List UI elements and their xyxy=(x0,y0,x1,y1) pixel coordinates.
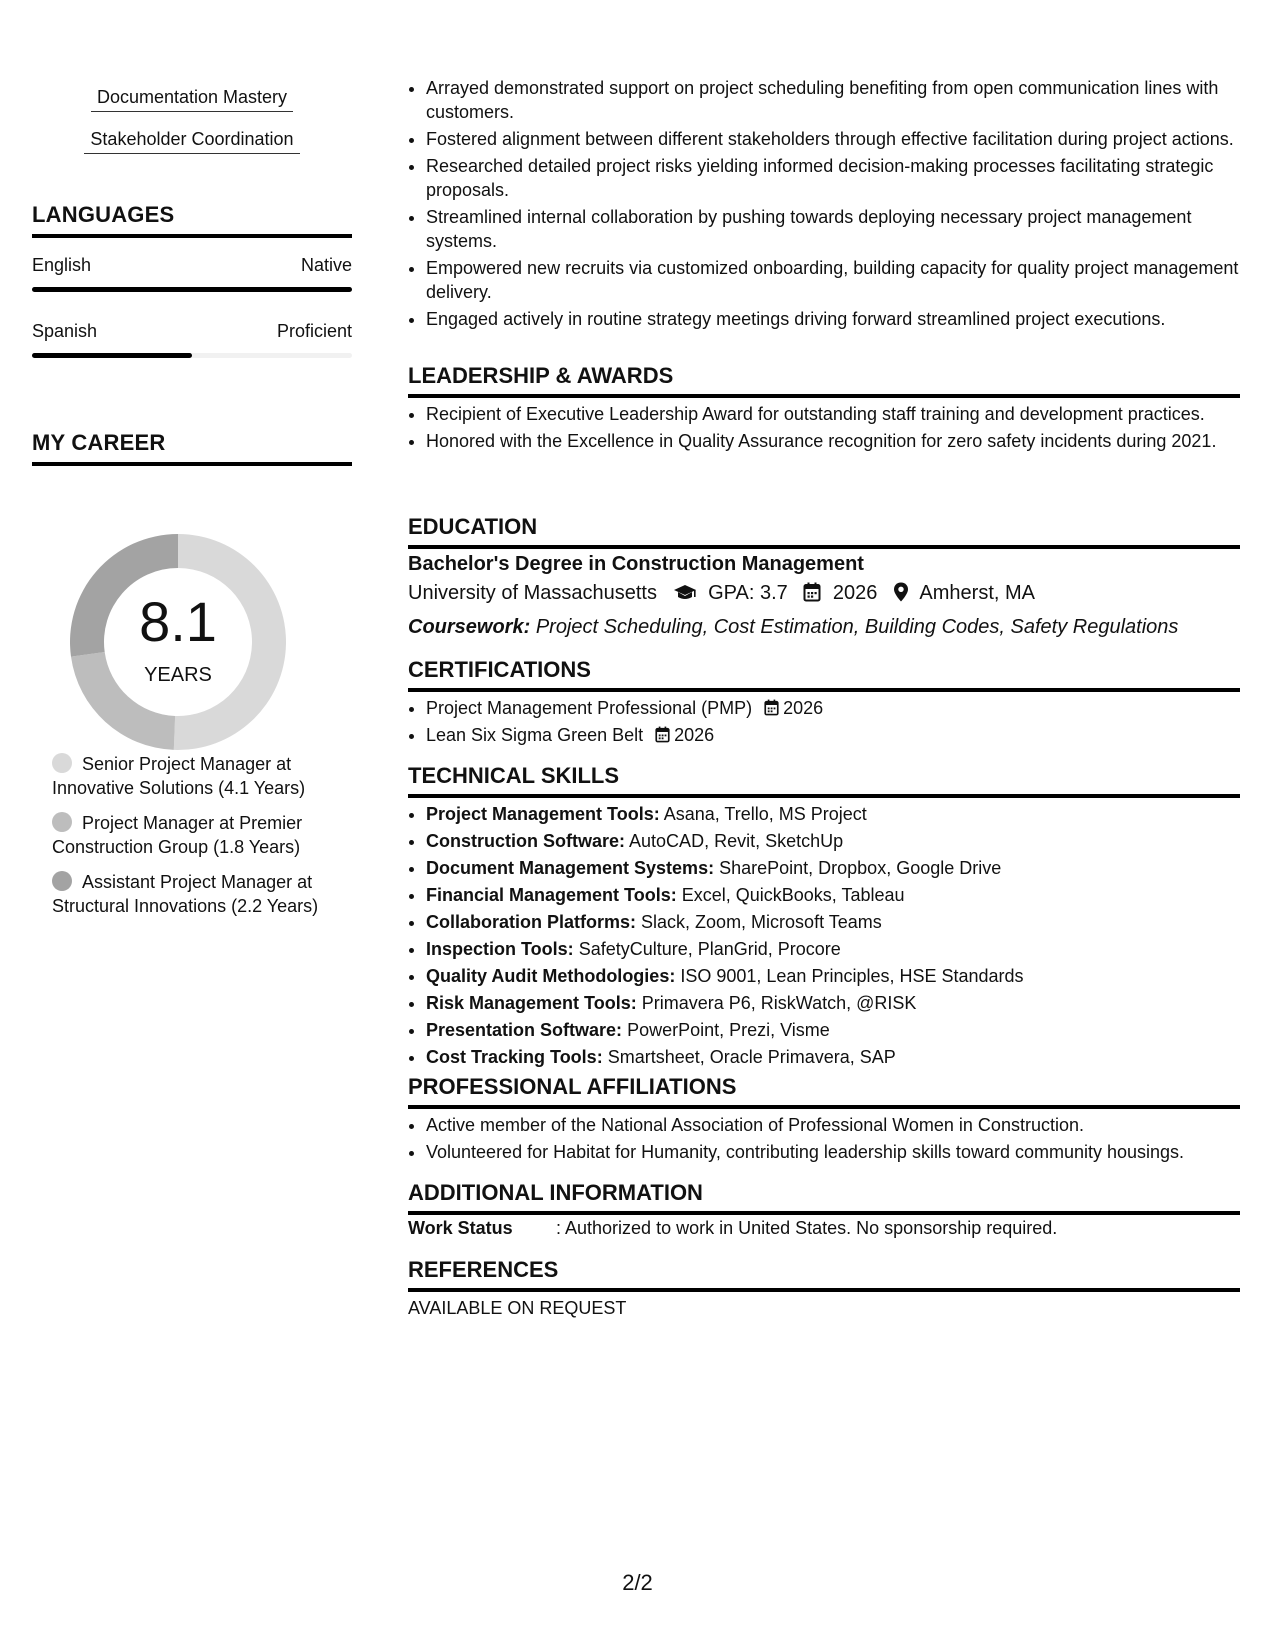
certification-name: Lean Six Sigma Green Belt xyxy=(426,725,644,745)
calendar-icon xyxy=(655,726,670,743)
language-bar xyxy=(32,287,352,292)
career-unit: YEARS xyxy=(144,664,212,686)
list-item: • Collaboration Platforms: Slack, Zoom, Microsoft Teams xyxy=(426,910,1240,934)
list-item: • Researched detailed project risks yielding informed decision-making processes facilitating strategic proposals. xyxy=(426,154,1240,202)
list-item: • Arrayed demonstrated support on project scheduling benefiting from open communication lines with customers. xyxy=(426,76,1240,124)
career-legend-item: Assistant Project Manager at Structural Innovations (2.2 Years) xyxy=(52,872,319,916)
calendar-icon xyxy=(803,582,821,608)
list-item xyxy=(426,696,1240,720)
education-entry xyxy=(408,553,1240,639)
skill-tag: Documentation Mastery xyxy=(32,86,352,112)
education-details xyxy=(408,582,1240,608)
languages-heading: LANGUAGES xyxy=(32,202,352,238)
certification-year: 2026 xyxy=(674,725,715,745)
language-name: English xyxy=(32,255,92,275)
list-item xyxy=(426,723,1240,747)
career-total: 8.1 xyxy=(139,590,217,653)
list-item: • Cost Tracking Tools: Smartsheet, Oracle Primavera, SAP xyxy=(426,1045,1240,1069)
list-item: • Inspection Tools: SafetyCulture, PlanGrid, Procore xyxy=(426,937,1240,961)
gpa: GPA: 3.7 xyxy=(708,582,788,604)
technical-skills-list xyxy=(408,802,1240,1072)
list-item: • Project Management Tools: Asana, Trello, MS Project xyxy=(426,802,1240,826)
career-legend-item: Senior Project Manager at Innovative Solutions (4.1 Years) xyxy=(52,754,306,798)
career-heading: MY CAREER xyxy=(32,430,352,466)
section-title-certifications: CERTIFICATIONS xyxy=(408,657,1240,692)
list-item: • Engaged actively in routine strategy meetings driving forward streamlined project executions. xyxy=(426,307,1240,331)
coursework-label: Coursework: xyxy=(408,616,531,638)
list-item: • Fostered alignment between different stakeholders through effective facilitation during project actions. xyxy=(426,127,1240,151)
coursework xyxy=(408,616,1240,639)
section-title-additional-information: ADDITIONAL INFORMATION xyxy=(408,1180,1240,1215)
page-number: 2/2 xyxy=(622,1570,653,1595)
legend-dot xyxy=(52,753,72,773)
list-item: • Recipient of Executive Leadership Award for outstanding staff training and development practices. xyxy=(426,402,1240,426)
calendar-icon xyxy=(764,699,779,716)
list-item: • Financial Management Tools: Excel, QuickBooks, Tableau xyxy=(426,883,1240,907)
list-item: • Quality Audit Methodologies: ISO 9001, Lean Principles, HSE Standards xyxy=(426,964,1240,988)
list-item: • Risk Management Tools: Primavera P6, RiskWatch, @RISK xyxy=(426,991,1240,1015)
legend-dot xyxy=(52,871,72,891)
graduation-cap-icon xyxy=(673,584,697,608)
language-level: Proficient xyxy=(276,321,352,341)
work-status-label: Work Status xyxy=(408,1218,513,1238)
list-item: • Presentation Software: PowerPoint, Prezi, Visme xyxy=(426,1018,1240,1042)
section-title-education: EDUCATION xyxy=(408,514,1240,549)
location: Amherst, MA xyxy=(919,582,1035,604)
legend-dot xyxy=(52,812,72,832)
affiliations-list xyxy=(408,1113,1240,1167)
language-level: Native xyxy=(300,255,352,275)
list-item: • Streamlined internal collaboration by pushing towards deploying necessary project management systems. xyxy=(426,205,1240,253)
experience-bullets xyxy=(408,76,1240,334)
certification-name: Project Management Professional (PMP) xyxy=(426,698,753,718)
references-text: AVAILABLE ON REQUEST xyxy=(408,1298,627,1318)
language-bar xyxy=(32,353,352,358)
career-donut xyxy=(66,530,290,754)
section-title-leadership: LEADERSHIP & AWARDS xyxy=(408,363,1240,398)
list-item: • Construction Software: AutoCAD, Revit, SketchUp xyxy=(426,829,1240,853)
work-status-row xyxy=(408,1218,1240,1239)
list-item: • Empowered new recruits via customized onboarding, building capacity for quality project management delivery. xyxy=(426,256,1240,304)
coursework-list: Project Scheduling, Cost Estimation, Building Codes, Safety Regulations xyxy=(535,616,1179,638)
work-status-value: : Authorized to work in United States. No sponsorship required. xyxy=(556,1218,1058,1238)
section-title-technical-skills: TECHNICAL SKILLS xyxy=(408,763,1240,798)
list-item: • Document Management Systems: SharePoint, Dropbox, Google Drive xyxy=(426,856,1240,880)
degree: Bachelor's Degree in Construction Management xyxy=(408,553,864,575)
leadership-list xyxy=(408,402,1240,456)
list-item: • Honored with the Excellence in Quality Assurance recognition for zero safety incidents during 2021. xyxy=(426,429,1240,453)
skill-tag: Stakeholder Coordination xyxy=(32,128,352,154)
career-legend-item: Project Manager at Premier Construction Group (1.8 Years) xyxy=(52,813,303,857)
graduation-year: 2026 xyxy=(832,582,878,604)
location-pin-icon xyxy=(893,582,909,608)
certifications-list xyxy=(408,696,1240,750)
section-title-affiliations: PROFESSIONAL AFFILIATIONS xyxy=(408,1074,1240,1109)
section-title-references: REFERENCES xyxy=(408,1257,1240,1292)
list-item: • Volunteered for Habitat for Humanity, contributing leadership skills toward community housings. xyxy=(426,1140,1240,1164)
certification-year: 2026 xyxy=(783,698,824,718)
school: University of Massachusetts xyxy=(408,582,657,604)
language-name: Spanish xyxy=(32,321,98,341)
list-item: • Active member of the National Association of Professional Women in Construction. xyxy=(426,1113,1240,1137)
